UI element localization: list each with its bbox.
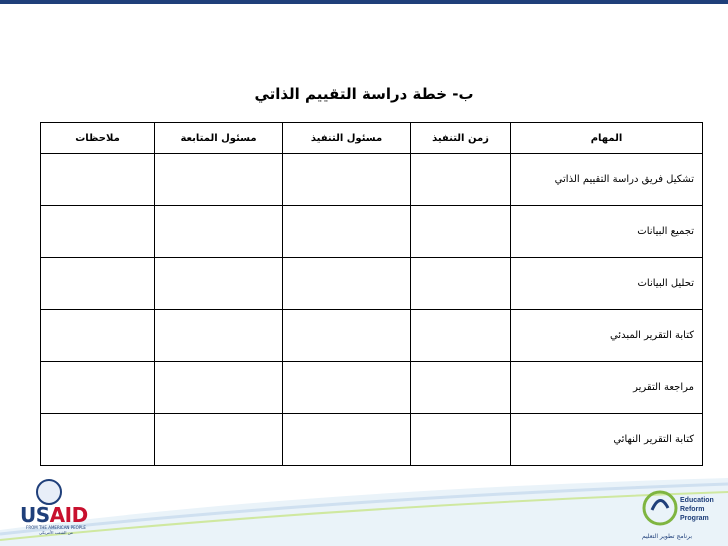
followup-cell [155, 206, 283, 258]
notes-cell [41, 310, 155, 362]
execution-cell [283, 154, 411, 206]
followup-cell [155, 258, 283, 310]
task-cell: تجميع البيانات [511, 206, 703, 258]
table-header-row [41, 123, 703, 154]
followup-cell [155, 414, 283, 466]
time-cell [411, 154, 511, 206]
notes-cell [41, 362, 155, 414]
notes-cell [41, 258, 155, 310]
execution-cell [283, 258, 411, 310]
svg-text:برنامج تطوير التعليم: برنامج تطوير التعليم [642, 533, 693, 540]
notes-cell [41, 414, 155, 466]
execution-cell [283, 206, 411, 258]
execution-cell [283, 310, 411, 362]
notes-cell [41, 206, 155, 258]
usaid-wordmark: USAID [20, 503, 88, 527]
header-followup-responsible: مسئول المتابعة [155, 123, 283, 154]
task-cell: كتابة التقرير النهائي [511, 414, 703, 466]
task-cell: كتابة التقرير المبدئي [511, 310, 703, 362]
self-assessment-plan-table [40, 122, 703, 466]
education-reform-program-logo [640, 484, 720, 542]
followup-cell [155, 154, 283, 206]
usaid-seal-icon [36, 479, 62, 505]
table-row [41, 206, 703, 258]
followup-cell [155, 310, 283, 362]
table-row [41, 414, 703, 466]
table-row [41, 310, 703, 362]
table-row [41, 154, 703, 206]
table-row [41, 362, 703, 414]
time-cell [411, 362, 511, 414]
decorative-bottom-curve [0, 470, 728, 546]
svg-text:Program: Program [680, 515, 709, 522]
header-tasks: المهام [511, 123, 703, 154]
header-execution-responsible: مسئول التنفيذ [283, 123, 411, 154]
usaid-tagline: FROM THE AMERICAN PEOPLE من الشعب الأمريكي [26, 525, 86, 535]
execution-cell [283, 362, 411, 414]
task-cell: مراجعة التقرير [511, 362, 703, 414]
top-accent-bar [0, 0, 728, 4]
notes-cell [41, 154, 155, 206]
execution-cell [283, 414, 411, 466]
svg-text:Reform: Reform [680, 506, 705, 513]
time-cell [411, 414, 511, 466]
followup-cell [155, 362, 283, 414]
header-notes: ملاحظات [41, 123, 155, 154]
time-cell [411, 206, 511, 258]
task-cell: تشكيل فريق دراسة التقييم الذاتي [511, 154, 703, 206]
header-execution-time: زمن التنفيذ [411, 123, 511, 154]
svg-text:Education: Education [680, 497, 714, 504]
time-cell [411, 258, 511, 310]
slide-title: ب- خطة دراسة التقييم الذاتي [254, 85, 474, 103]
task-cell: تحليل البيانات [511, 258, 703, 310]
table-row [41, 258, 703, 310]
time-cell [411, 310, 511, 362]
